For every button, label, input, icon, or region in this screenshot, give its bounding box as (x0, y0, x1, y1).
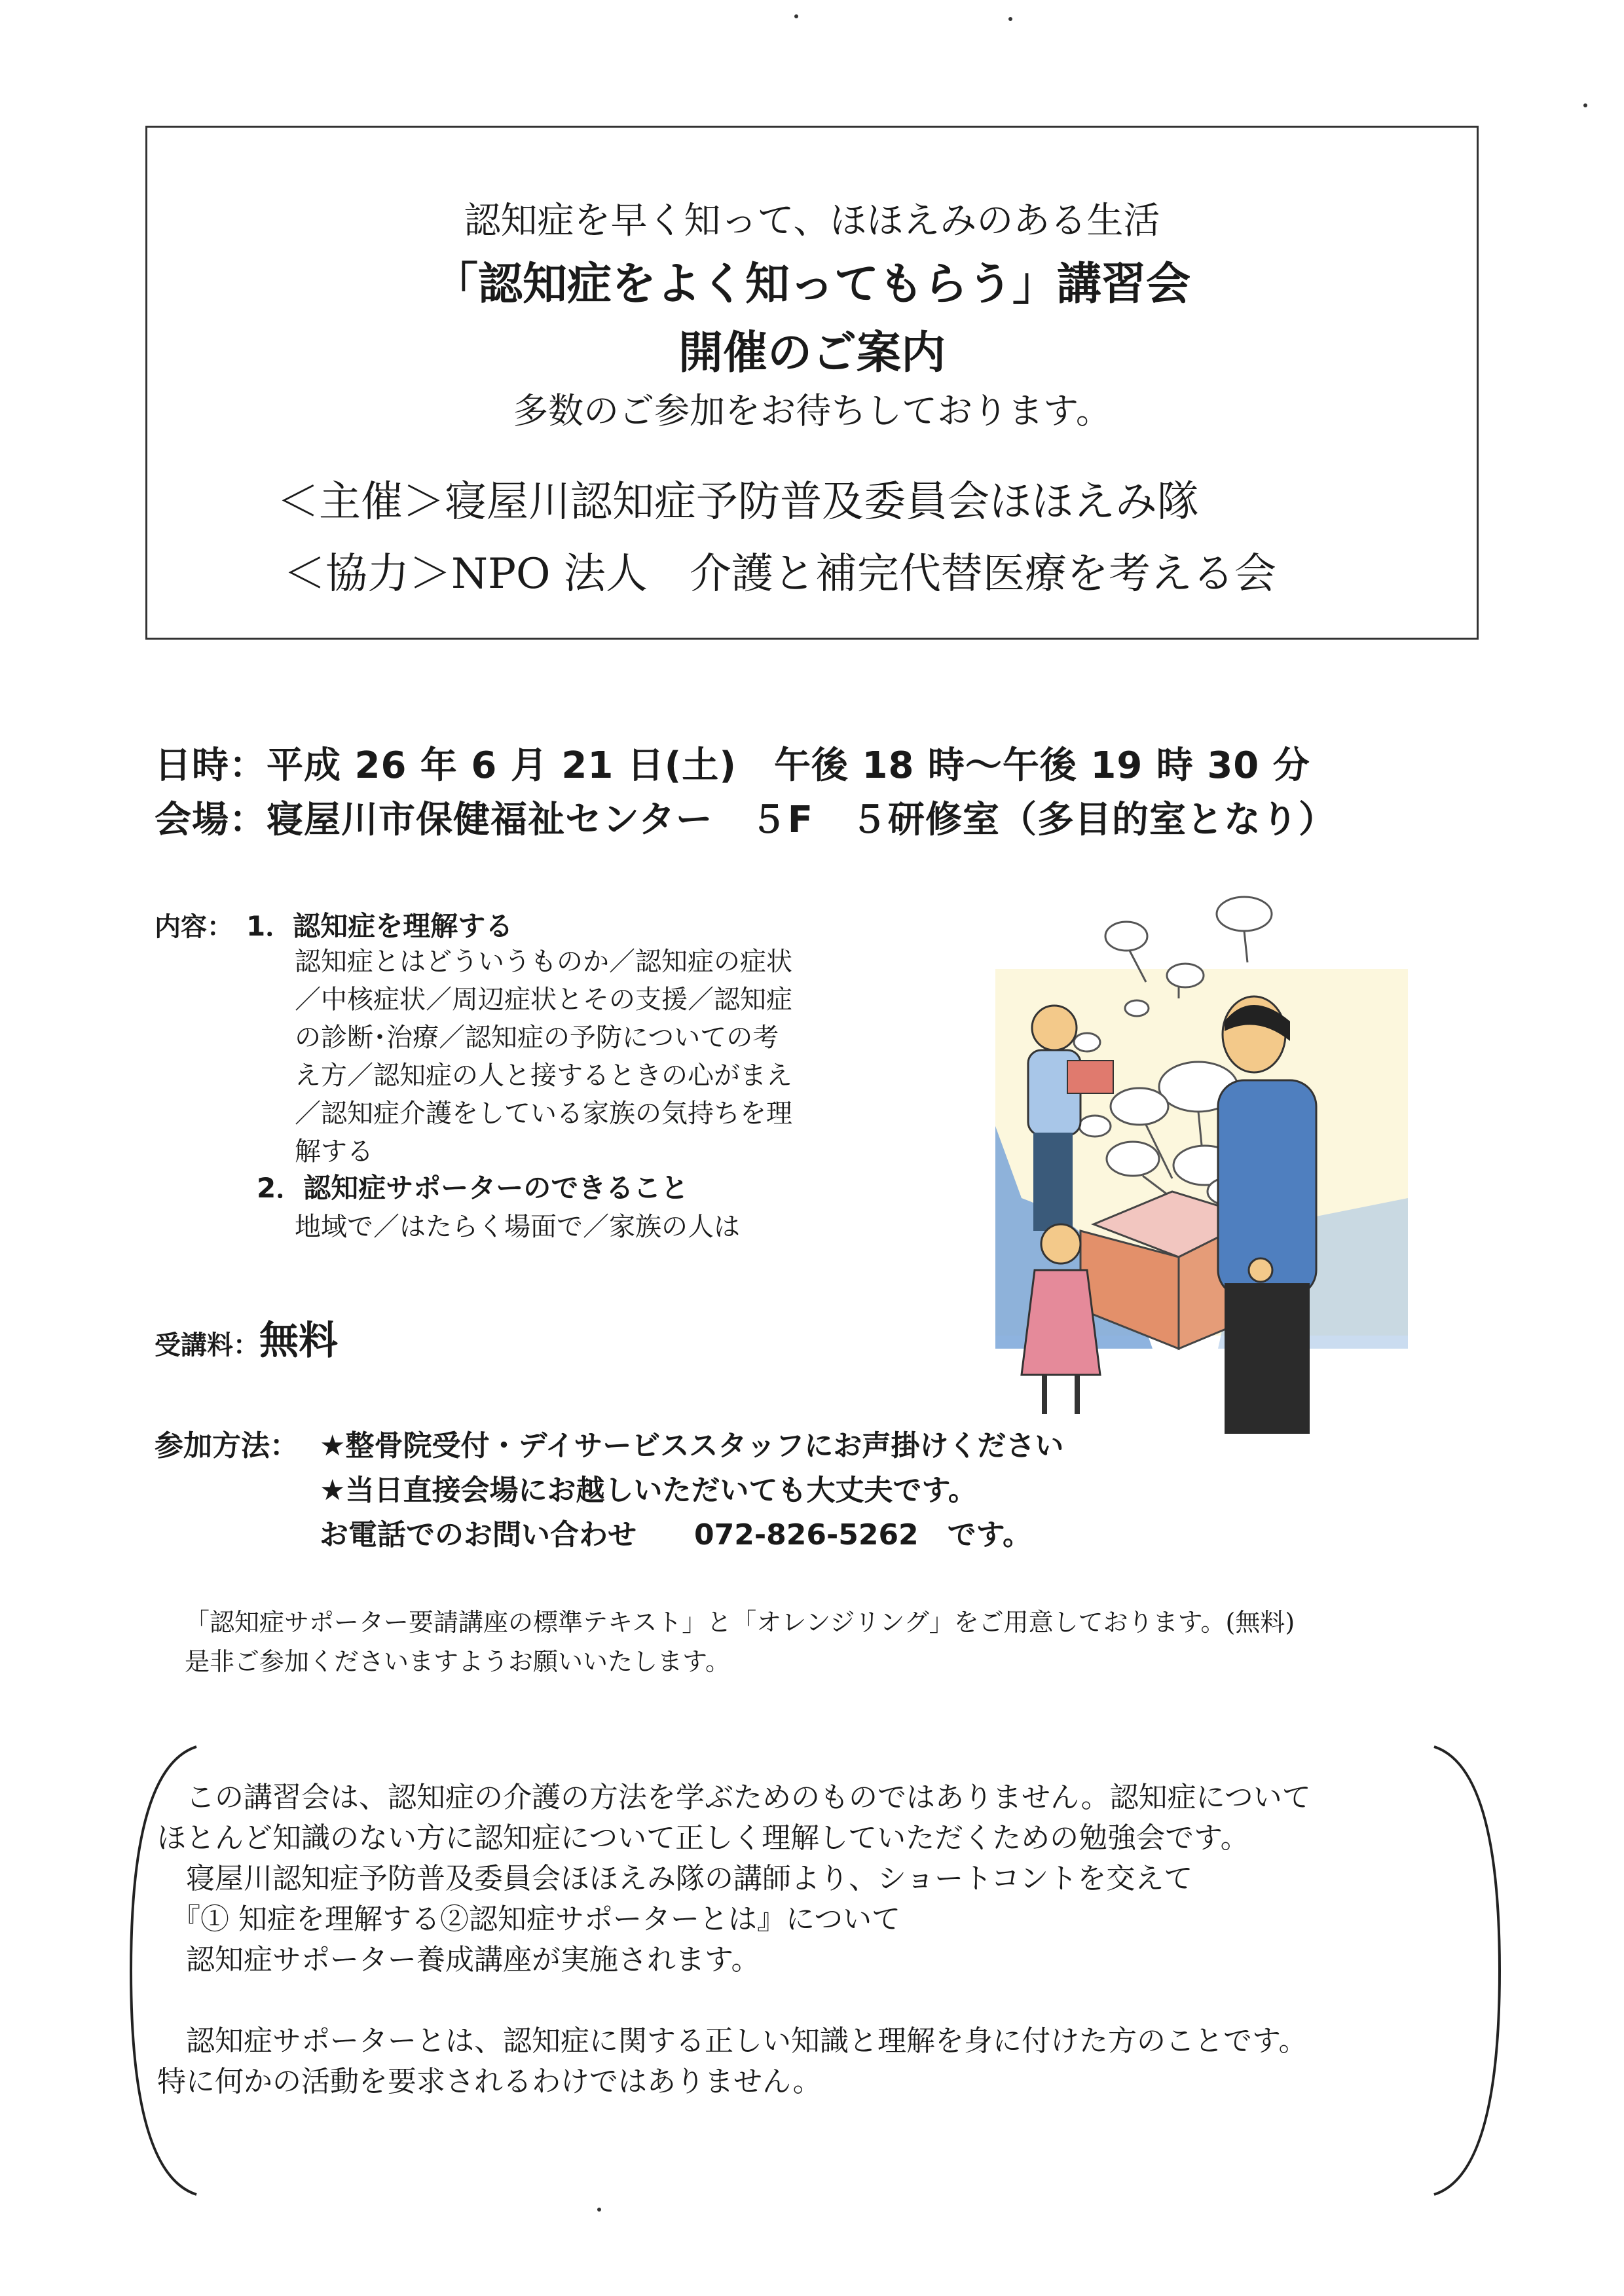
description-line: 『① 知症を理解する②認知症サポーターとは』について (157, 1903, 901, 1936)
description-line: 寝屋川認知症予防普及委員会ほほえみ隊の講師より、ショートコントを交えて (157, 1862, 1193, 1895)
fee-label: 受講料： (155, 1330, 259, 1360)
description-line: 認知症サポーター養成講座が実施されます。 (157, 1943, 760, 1977)
scan-dot (794, 14, 798, 18)
participation-line-3: お電話でのお問い合わせ 072-826-5262 です。 (320, 1518, 1032, 1552)
item2-body: 地域で／はたらく場面で／家族の人は (295, 1212, 740, 1242)
cooperation-line: ＜協力＞NPO 法人 介護と補完代替医療を考える会 (284, 550, 1276, 598)
scan-dot (1583, 103, 1587, 107)
participation-line-2: ★当日直接会場にお越しいただいても大丈夫です。 (320, 1474, 977, 1507)
fee-value: 無料 (259, 1318, 338, 1364)
organizer-line: ＜主催＞寝屋川認知症予防普及委員会ほほえみ隊 (277, 478, 1199, 526)
item2-title: 2．認知症サポーターのできること (257, 1172, 689, 1204)
participation-line-1: ★整骨院受付・デイサービススタッフにお声掛けください (320, 1429, 1064, 1463)
item1-body: 認知症とはどういうものか／認知症の症状／中核症状／周辺症状とその支援／認知症の診断･治療／認知症の予防についての考え方／認知症の人と接するときの心がまえ／認知症介護をしている家族の気持ちを理解する (295, 947, 792, 1167)
scan-dot (1008, 17, 1012, 21)
contents-row (155, 905, 513, 944)
header-box (145, 126, 1479, 640)
venue-label: 会場： (155, 799, 267, 841)
venue-value: 寝屋川市保健福祉センター ５F ５研修室（多目的室となり） (267, 799, 1337, 841)
header-invitation: 多数のご参加をお待ちしております。 (513, 390, 1111, 431)
datetime-value: 平成 26 年 6 月 21 日(土) 午後 18 時～午後 19 時 30 分 (267, 744, 1310, 787)
item1-title: 1．認知症を理解する (246, 910, 513, 942)
description-line (157, 1980, 1467, 2021)
fee-row (155, 1309, 338, 1366)
datetime-row (155, 737, 1310, 789)
description-text (157, 1777, 1467, 2102)
note-line-2: 是非ご参加くださいますようお願いいたします。 (185, 1647, 730, 1676)
scan-dot (597, 2208, 601, 2212)
header-title: 「認知症をよく知ってもらう」講習会 (433, 259, 1190, 310)
header-title-2: 開催のご案内 (678, 327, 946, 379)
description-line: 特に何かの活動を要求されるわけではありません。 (157, 2065, 822, 2098)
datetime-label: 日時： (155, 744, 267, 787)
header-subtitle: 認知症を早く知って、ほほえみのある生活 (464, 200, 1160, 242)
description-line: この講習会は、認知症の介護の方法を学ぶためのものではありません。認知症について (157, 1781, 1311, 1814)
contents-label: 内容： (155, 912, 233, 942)
illustration (982, 890, 1414, 1440)
venue-row (155, 791, 1336, 843)
description-line: ほとんど知識のない方に認知症について正しく理解していただくための勉強会です。 (157, 1821, 1249, 1855)
description-line: 認知症サポーターとは、認知症に関する正しい知識と理解を身に付けた方のことです。 (157, 2024, 1308, 2058)
participation-label: 参加方法： (155, 1429, 299, 1463)
note-line-1: 「認知症サポーター要請講座の標準テキスト」と「オレンジリング」をご用意しております。(無料) (185, 1608, 1295, 1637)
